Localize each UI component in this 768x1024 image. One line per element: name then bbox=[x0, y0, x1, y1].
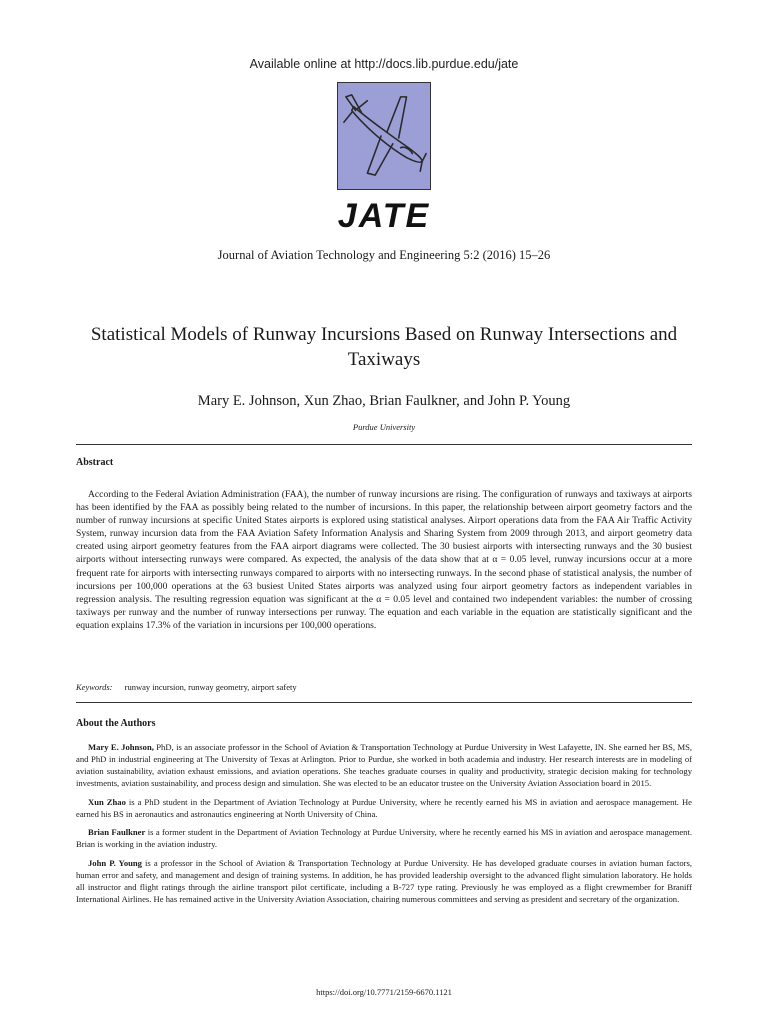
abstract-body: According to the Federal Aviation Administration (FAA), the number of runway incursions are rising. The configuration of runways and taxiways at airports has been identified by the FAA as possibly being related to the number of incursions. In this paper, the relationship between airport geometry factors and the number of runway incursions at specific United States airports is explored using statistical analyses. Airport operations data from the FAA Air Traffic Activity System, runway incursion data from the FAA Aviation Safety Information Analysis and Sharing System from 2009 through 2013, and airport geometry data created using airport geometry features from the FAA airport diagrams were collected. The 30 busiest airports with intersecting runways and the 30 busiest airports without intersecting runways were compared. As expected, the analysis of the data show that at α = 0.05 level, runway incursions occur at a more frequent rate for airports with intersecting runways compared to airports with no intersecting runways. In the second phase of statistical analysis, the number of incursions per 100,000 operations at the 63 busiest United States airports was analyzed using four airport geometry factors as independent variables in regression analysis. The resulting regression equation was significant at the α = 0.05 level and contained two independent variables: the number of crossing taxiways per runway and the number of runway intersections per runway. The equation and each variable in the equation are statistically significant and the equation explains 17.3% of the variation in incursions per 100,000 operations. bbox=[76, 489, 692, 631]
divider-top bbox=[76, 444, 692, 445]
bio-name: John P. Young bbox=[88, 858, 142, 869]
bio-text: is a PhD student in the Department of Aviation Technology at Purdue University, where he recently earned his MS in aviation and aerospace management. He earned his BS in aeronautics and astronautics engineering at North University of China. bbox=[76, 796, 692, 819]
divider-middle bbox=[76, 702, 692, 703]
bio-name: Brian Faulkner bbox=[88, 827, 146, 838]
bio-name: Mary E. Johnson, bbox=[88, 742, 154, 752]
bio-faulkner bbox=[76, 827, 692, 851]
bio-young bbox=[76, 858, 692, 906]
abstract-heading: Abstract bbox=[76, 457, 114, 468]
about-authors-heading: About the Authors bbox=[76, 718, 156, 729]
author-list: Mary E. Johnson, Xun Zhao, Brian Faulkner, and John P. Young bbox=[197, 393, 571, 409]
bio-text: PhD, is an associate professor in the School of Aviation & Transportation Technology at Purdue University in West Lafayette, IN. She earned her BS, MS, and PhD in industrial engineering at The University of Texas at Arlington. Prior to Purdue, she worked in both academia and industry. Her research interests are in modeling of aviation sustainability, aviation exhaust emissions, and aviation operations. She teaches graduate courses in quality and productivity, strategic decision making for technology investments, aviation sustainability, and process design and simulation. She was elected to be an educator trustee on the University Aviation Association board in 2015. bbox=[76, 742, 693, 788]
availability-line: Available online at http://docs.lib.purdue.edu/jate bbox=[249, 57, 519, 71]
bio-johnson bbox=[76, 742, 692, 790]
journal-logo-image bbox=[337, 82, 431, 190]
doi-link[interactable]: https://doi.org/10.7771/2159-6670.1121 bbox=[316, 987, 452, 997]
article-title: Statistical Models of Runway Incursions Based on Runway Intersections and Taxiways bbox=[90, 324, 678, 370]
bio-text: is a former student in the Department of Aviation Technology at Purdue University, where he recently earned his MS in aviation and aerospace management. Brian is working in the aviation industry. bbox=[76, 827, 692, 850]
keywords-text: runway incursion, runway geometry, airport safety bbox=[124, 682, 297, 692]
bio-text: is a professor in the School of Aviation & Transportation Technology at Purdue University. He has developed graduate courses in aviation human factors, human error and safety, and management and design of training systems. In addition, he has provided leadership oversight to the advanced flight simulation laboratory. He holds all instructor and flight ratings through the airline transport pilot certificate, including a B-727 type rating. Previously he was employed as a flight crewmember for Braniff International Airlines. He has remained active in the University Aviation Association, chairing numerous committees and serving as president and secretary of the organization. bbox=[76, 858, 692, 904]
affiliation: Purdue University bbox=[352, 422, 416, 432]
keywords-label: Keywords: bbox=[76, 682, 113, 692]
airplane-icon bbox=[338, 83, 430, 189]
journal-logo-text: JATE bbox=[337, 197, 431, 235]
author-bios bbox=[76, 742, 692, 913]
bio-name: Xun Zhao bbox=[88, 796, 126, 807]
bio-zhao bbox=[76, 797, 692, 821]
journal-citation: Journal of Aviation Technology and Engineering 5:2 (2016) 15–26 bbox=[217, 248, 551, 262]
keywords-line bbox=[76, 682, 297, 692]
